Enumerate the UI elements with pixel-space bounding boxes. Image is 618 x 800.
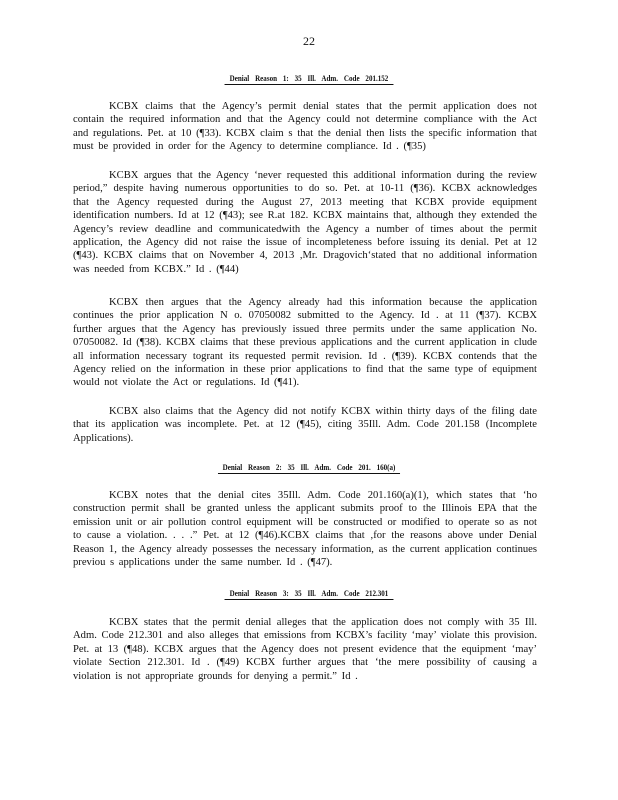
paragraph-text: KCBX also claims that the Agency did not notify KCBX within thirty days of the filing date that its application was incomplete. Pet. at 12 (¶45), citing 35Ill. Adm. Code 201.158 (Incomplete Applications).	[73, 406, 537, 444]
heading-text: Denial Reason 1: 35 Ill. Adm. Code 201.152	[225, 73, 394, 85]
section-heading	[56, 588, 563, 598]
paragraph-text: KCBX then argues that the Agency already had this information because the application continues the prior application N o. 07050082 submitted to the Agency. Id . at 11 (¶37). KCBX further argues that the Agency has previously issued three permits under the same application No. 07050082. Id (¶38). KCBX claims that these previous applications and the current application in clude all information necessary togrant its requested permit revision. Id . (¶39). KCBX contends that the Agency relied on the information in these prior applications to find that the same type of equipment would not violate the Act or regulations. Id (¶41).	[73, 297, 537, 389]
page-number: 22	[303, 34, 315, 48]
paragraph-text: KCBX notes that the denial cites 35Ill. Adm. Code 201.160(a)(1), which states that ‘ho construction permit shall be granted unless the applicant submits proof to the Illinois EPA that the emission unit or air pollution control equipment will be constructed or modified to operate so as not to cause a violation. . . .” Pet. at 12 (¶46).KCBX claims that ,for the reasons above under Denial Reason 1, the Agency already possesses the necessary information, as the current application continues previou s applications under the same number. Id . (¶47).	[73, 490, 537, 569]
paragraph	[73, 100, 537, 154]
section-heading	[56, 73, 563, 83]
paragraph	[73, 169, 537, 276]
section-heading	[56, 462, 563, 472]
paragraph	[73, 405, 537, 445]
paragraph-text: KCBX argues that the Agency ‘never requested this additional information during the review period,” despite having numerous opportunities to do so. Pet. at 10-11 (¶36). KCBX acknowledges that the Agency requested during the August 27, 2013 meeting that KCBX provide equipment identification numbers. Id at 12 (¶43); see R.at 182. KCBX maintains that, although they extended the Agency’s review deadline and communicatedwith the Agency a number of times about the permit application, the Agency did not raise the issue of incompleteness before issuing its denial. Pet at 12 (¶43). KCBX claims that on November 4, 2013 ,Mr. Dragovich‘stated that no additional information was needed from KCBX.” Id . (¶44)	[73, 170, 537, 275]
heading-text: Denial Reason 2: 35 Ill. Adm. Code 201. 160(a)	[218, 462, 401, 474]
paragraph-text: KCBX states that the permit denial alleges that the application does not comply with 35 Ill. Adm. Code 212.301 and also alleges that emissions from KCBX’s facility ‘may’ violate this provision. Pet. at 13 (¶48). KCBX argues that the Agency does not present evidence that the equipment ‘may’ violate Section 212.301. Id . (¶49) KCBX further argues that ‘the mere possibility of causing a violation is not appropriate grounds for denying a permit.” Id .	[73, 617, 537, 682]
paragraph-text: KCBX claims that the Agency’s permit denial states that the permit application does not contain the required information and that the Agency could not determine compliance with the Act and regulations. Pet. at 10 (¶33). KCBX claim s that the denial then lists the specific information that must be provided in order for the Agency to determine compliance. Id . (¶35)	[73, 101, 537, 153]
paragraph	[73, 616, 537, 683]
paragraph	[73, 489, 537, 569]
heading-text: Denial Reason 3: 35 Ill. Adm. Code 212.301	[225, 588, 394, 600]
paragraph	[73, 296, 537, 390]
